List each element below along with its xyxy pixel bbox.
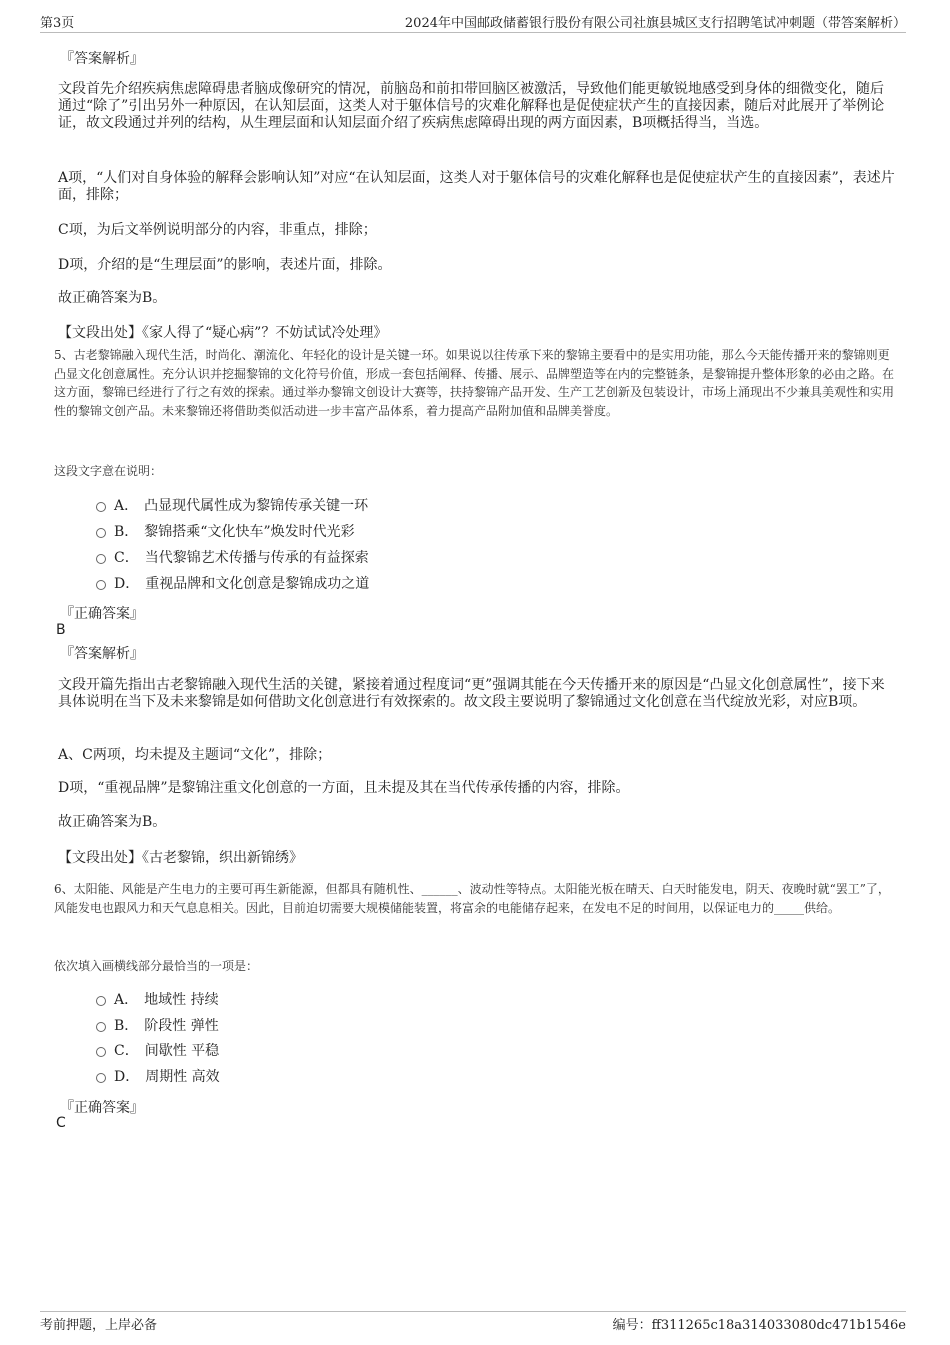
radio-icon[interactable] (96, 554, 106, 564)
analysis-option-ac: A、C两项，均未提及主题词“文化”，排除； (58, 747, 332, 763)
q6-option-c[interactable]: C． 间歇性 平稳 (96, 1041, 219, 1061)
page-header (40, 12, 906, 32)
radio-icon[interactable] (96, 528, 106, 538)
analysis-conclusion: 故正确答案为B。 (58, 814, 167, 830)
correct-answer: C (56, 1115, 66, 1131)
passage-source: 【文段出处】《古老黎锦，织出新锦绣》 (58, 850, 303, 866)
footer-slogan: 考前押题，上岸必备 (40, 1318, 158, 1333)
footer-divider (40, 1311, 906, 1312)
document-id: 编号：ff311265c18a314033080dc471b1546e (612, 1318, 906, 1333)
analysis-paragraph: 文段首先介绍疾病焦虑障碍患者脑成像研究的情况，前脑岛和前扣带回脑区被激活，导致他们能更敏锐地感受到身体的细微变化，随后通过“除了”引出另外一种原因，在认知层面，这类人对于躯体信号的灾难化解释也是促使症状产生的直接因素，随后对此展开了举例论证，故文段通过并列的结构，从生理层面和认知层面介绍了疾病焦虑障碍出现的两方面因素，B项概括得当，当选。 (58, 81, 885, 131)
page-number: 第3页 (40, 16, 75, 31)
radio-icon[interactable] (96, 1022, 106, 1032)
answer-analysis-label: 『答案解析』 (60, 646, 144, 662)
q5-option-d[interactable]: D． 重视品牌和文化创意是黎锦成功之道 (96, 574, 369, 594)
analysis-conclusion: 故正确答案为B。 (58, 290, 167, 306)
passage-source: 【文段出处】《家人得了“疑心病”？不妨试试冷处理》 (58, 325, 388, 341)
correct-answer-label: 『正确答案』 (60, 606, 144, 622)
q6-option-b[interactable]: B． 阶段性 弹性 (96, 1016, 219, 1036)
q6-option-a[interactable]: A． 地域性 持续 (96, 990, 219, 1010)
analysis-paragraph: 文段开篇先指出古老黎锦融入现代生活的关键，紧接着通过程度词“更”强调其能在今天传播开来的原因是“凸显文化创意属性”，接下来具体说明在当下及未来黎锦是如何借助文化创意进行有效探索的。故文段主要说明了黎锦通过文化创意在当代绽放光彩，对应B项。 (58, 677, 885, 710)
analysis-option-c: C项，为后文举例说明部分的内容，非重点，排除； (58, 222, 377, 238)
q6-option-d[interactable]: D． 周期性 高效 (96, 1067, 220, 1087)
radio-icon[interactable] (96, 996, 106, 1006)
header-divider (40, 32, 906, 33)
question-6-prompt: 依次填入画横线部分最恰当的一项是： (54, 959, 259, 973)
radio-icon[interactable] (96, 580, 106, 590)
answer-analysis-label: 『答案解析』 (60, 51, 144, 67)
radio-icon[interactable] (96, 1073, 106, 1083)
q5-option-a[interactable]: A． 凸显现代属性成为黎锦传承关键一环 (96, 496, 368, 516)
q5-option-c[interactable]: C． 当代黎锦艺术传播与传承的有益探索 (96, 548, 369, 568)
correct-answer: B (56, 622, 66, 638)
radio-icon[interactable] (96, 1047, 106, 1057)
document-title: 2024年中国邮政储蓄银行股份有限公司社旗县城区支行招聘笔试冲刺题（带答案解析） (404, 16, 906, 31)
analysis-option-a: A项，“人们对自身体验的解释会影响认知”对应“在认知层面，这类人对于躯体信号的灾难化解释也是促使症状产生的直接因素”，表述片面，排除； (58, 170, 895, 203)
q5-option-b[interactable]: B． 黎锦搭乘“文化快车”焕发时代光彩 (96, 522, 355, 542)
radio-icon[interactable] (96, 502, 106, 512)
correct-answer-label: 『正确答案』 (60, 1100, 144, 1116)
question-6-stem: 6、太阳能、风能是产生电力的主要可再生新能源，但都具有随机性、______、波动性等特点。太阳能光板在晴天、白天时能发电，阴天、夜晚时就“罢工”了，风能发电也跟风力和天气息息相关。因此，目前迫切需要大规模储能装置，将富余的电能储存起来，在发电不足的时间用，以保证电力的_____供给。 (54, 882, 890, 915)
question-5-stem: 5、古老黎锦融入现代生活，时尚化、潮流化、年轻化的设计是关键一环。如果说以往传承下来的黎锦主要看中的是实用功能，那么今天能传播开来的黎锦则更凸显文化创意属性。充分认识并挖掘黎锦的文化符号价值，形成一套包括阐释、传播、展示、品牌塑造等在内的完整链条，是黎锦提升整体形象的必由之路。在这方面，黎锦已经进行了行之有效的探索。通过举办黎锦文创设计大赛等，扶持黎锦产品开发、生产工艺创新及包装设计，市场上涌现出不少兼具美观性和实用性的黎锦文创产品。未来黎锦还将借助类似活动进一步丰富产品体系，着力提高产品附加值和品牌美誉度。 (54, 348, 895, 418)
page-footer (40, 1314, 906, 1334)
question-5-prompt: 这段文字意在说明： (54, 464, 163, 478)
analysis-option-d: D项，介绍的是“生理层面”的影响，表述片面，排除。 (58, 257, 392, 273)
analysis-option-d: D项，“重视品牌”是黎锦注重文化创意的一方面，且未提及其在当代传承传播的内容，排除。 (58, 780, 630, 796)
